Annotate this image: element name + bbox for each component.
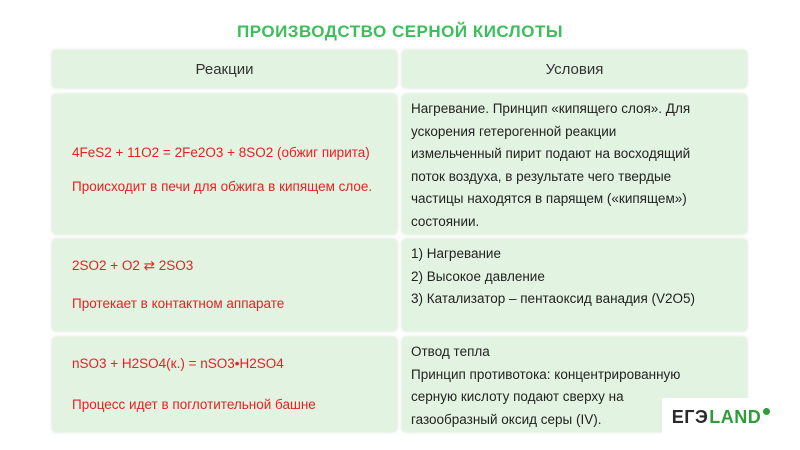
reaction-note: Происходит в печи для обжига в кипящем слое. [72,179,373,194]
condition-line: ускорения гетерогенной реакции [411,123,617,139]
conditions-cell [402,239,747,331]
condition-line: газообразный оксид серы (IV). [411,411,602,427]
condition-line: состоянии. [411,213,480,229]
condition-line: 2) Высокое давление [411,268,545,284]
header-conditions [402,50,747,88]
reaction-cell [52,94,397,234]
condition-line: поток воздуха, в результате чего твердые [411,168,672,184]
header-reactions-label: Реакции [195,60,254,78]
condition-line: Нагревание. Принцип «кипящего слоя». Для [411,101,691,116]
reaction-note: Процесс идет в поглотительной башне [72,397,316,412]
condition-line: 1) Нагревание [411,246,501,261]
condition-line: частицы находятся в парящем («кипящем») [411,191,687,206]
condition-line: Отвод тепла [411,344,490,359]
reaction-equation: 2SO2 + O2 ⇄ 2SO3 [72,258,194,273]
conditions-cell [402,94,747,234]
condition-line: серную кислоту подают сверху на [411,389,624,404]
condition-line: измельченный пирит подают на восходящий [411,146,691,161]
header-conditions-label: Условия [545,60,604,78]
reaction-note: Протекает в контактном аппарате [72,296,285,311]
logo-text-land: LAND [709,406,762,427]
page-title: ПРОИЗВОДСТВО СЕРНОЙ КИСЛОТЫ [237,22,563,41]
reaction-equation: nSO3 + H2SO4(к.) = nSO3•H2SO4 [72,356,284,371]
logo-dot-icon [763,408,770,415]
reaction-cell [52,239,397,331]
logo-text-ege: ЕГЭ [671,406,709,427]
egeland-logo [662,398,780,436]
reaction-equation: 4FeS2 + 11O2 = 2Fe2O3 + 8SO2 (обжиг пирита) [72,145,370,160]
header-reactions [52,50,397,88]
condition-line: 3) Катализатор – пентаоксид ванадия (V2O5) [411,291,696,306]
condition-line: Принцип противотока: концентрированную [411,366,681,382]
reaction-cell [52,337,397,432]
